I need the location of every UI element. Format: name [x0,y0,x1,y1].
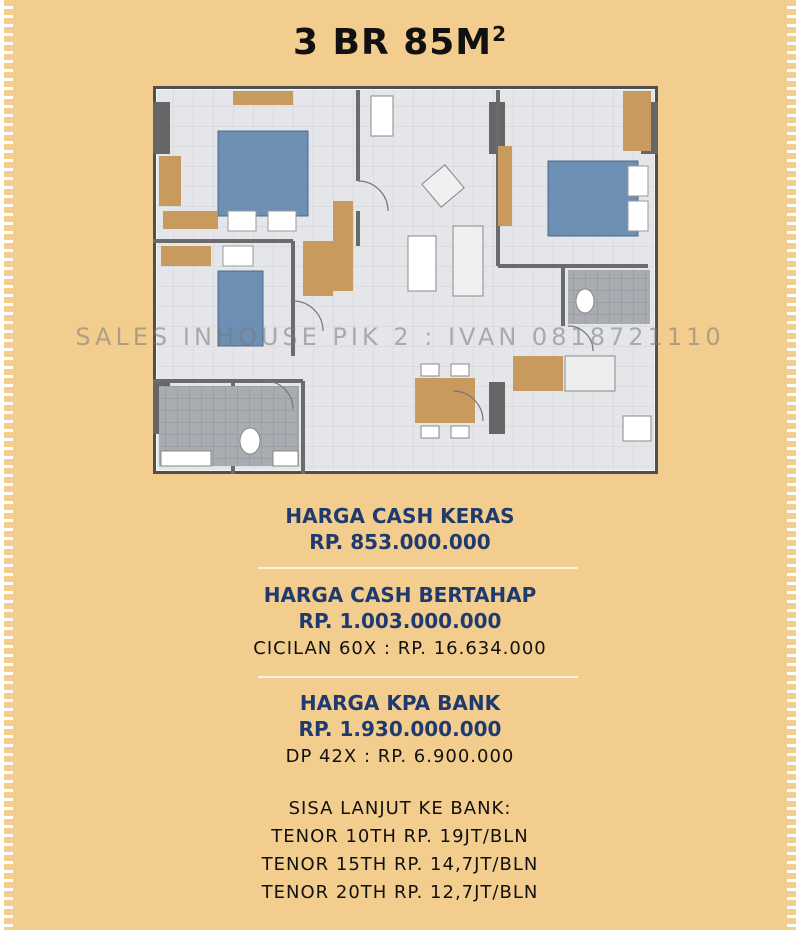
column [489,382,505,434]
column [153,102,170,154]
stamp-edge-right [787,0,796,930]
wardrobe [623,91,651,151]
desk [159,156,181,206]
sink [623,416,651,441]
bank-heading: SISA LANJUT KE BANK: [288,798,512,819]
toilet [576,289,594,313]
tenor-20: TENOR 20TH RP. 12,7JT/BLN [261,882,539,903]
cash-bertahap-price: RP. 1.003.000.000 [298,609,502,633]
desk [233,91,293,105]
page-title [0,22,800,63]
table [408,236,436,291]
sofa [453,226,483,296]
kpa-bank-heading: HARGA KPA BANK [299,691,501,715]
divider [258,676,578,678]
cash-keras-price: RP. 853.000.000 [309,530,491,554]
tenor-10: TENOR 10TH RP. 19JT/BLN [271,826,529,847]
desk [161,246,211,266]
watermark: SALES INHOUSE PIK 2 : IVAN 0818721110 [75,323,725,351]
cash-bertahap-installment: CICILAN 60X : RP. 16.634.000 [253,638,547,659]
shower [161,451,211,466]
bed [218,131,308,216]
wardrobe [303,241,333,296]
floor-plan [153,86,658,474]
wardrobe [498,146,512,226]
bed [548,161,638,236]
title-text: 3 BR 85M [292,22,493,63]
fridge [371,96,393,136]
stamp-edge-left [4,0,13,930]
cash-keras-heading: HARGA CASH KERAS [285,504,515,528]
dining-table [415,378,475,423]
tenor-15: TENOR 15TH RP. 14,7JT/BLN [261,854,539,875]
washbasin [273,451,298,466]
wardrobe [163,211,218,229]
cash-bertahap-heading: HARGA CASH BERTAHAP [263,583,537,607]
tv-cabinet [333,201,353,291]
toilet [240,428,260,454]
kitchen-cabinet [513,356,563,391]
stove [565,356,615,391]
kpa-bank-dp: DP 42X : RP. 6.900.000 [285,746,515,767]
divider [258,567,578,569]
kpa-bank-price: RP. 1.930.000.000 [298,717,502,741]
title-superscript: 2 [492,22,508,46]
